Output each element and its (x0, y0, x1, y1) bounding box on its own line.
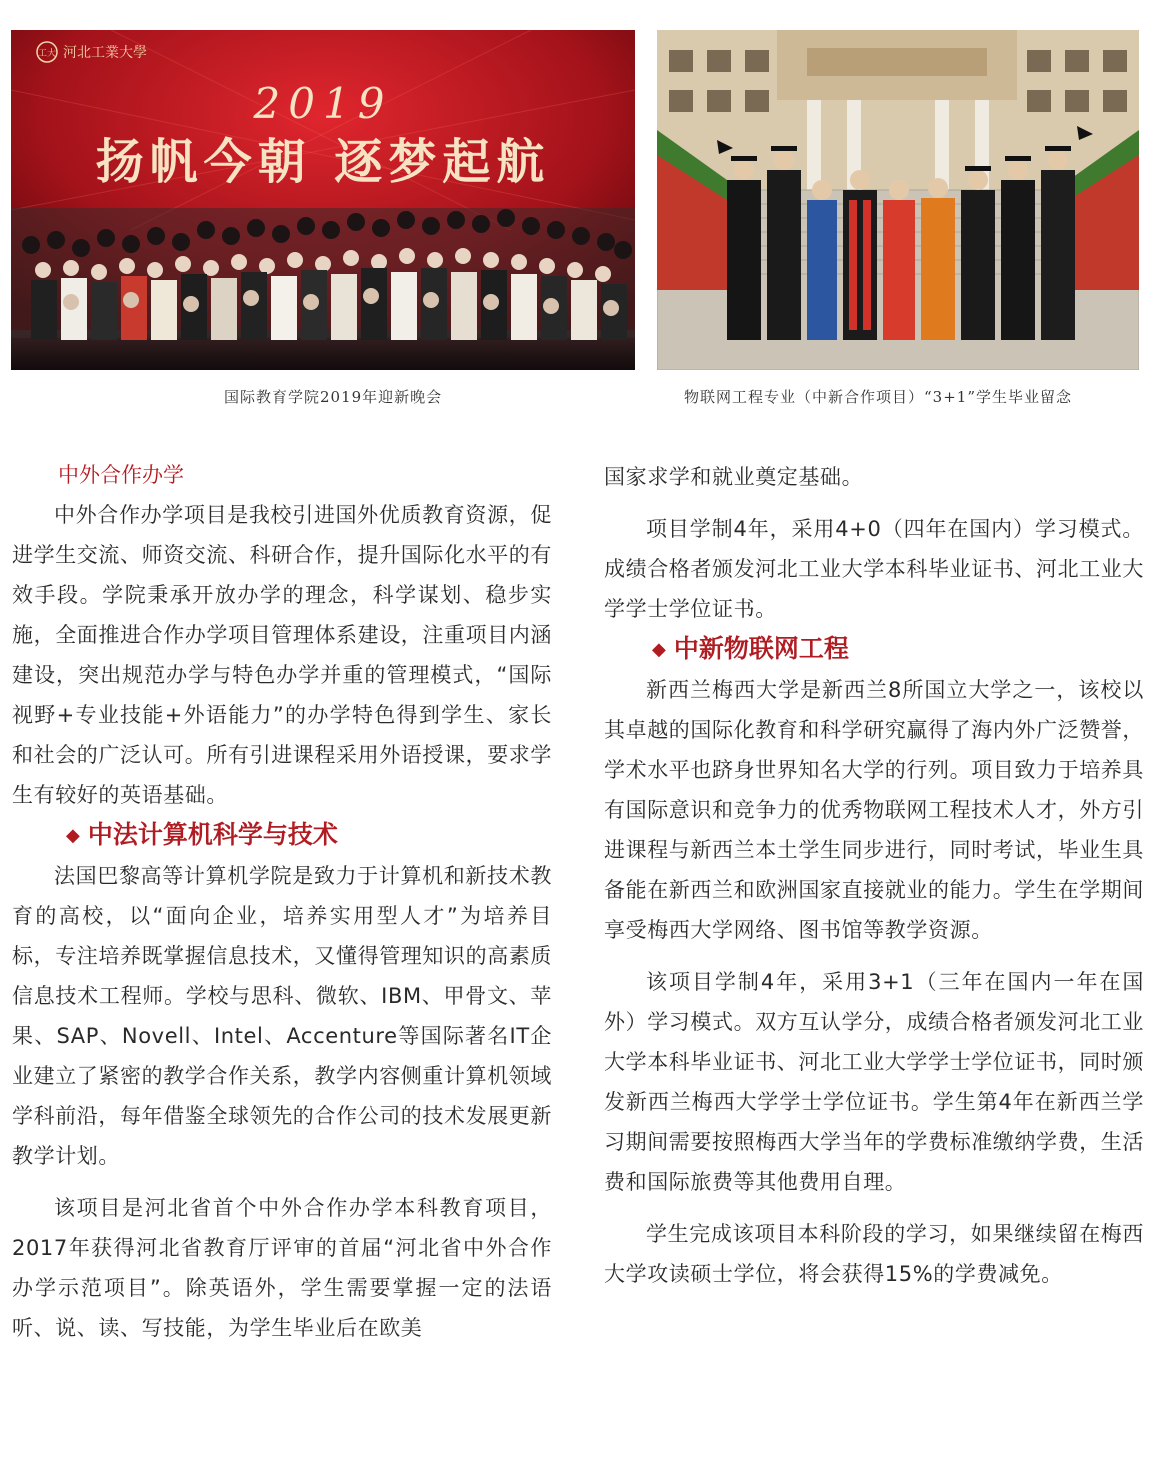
france-paragraph-2: 该项目是河北省首个中外合作办学本科教育项目，2017年获得河北省教育厅评审的首届“河北省中外合作办学示范项目”。除英语外，学生需要掌握一定的法语听、说、读、写技能，为学生毕业后在欧美 (12, 1196, 552, 1340)
subsection-title-france (12, 815, 552, 856)
banner-slogan: 扬帆今朝 逐梦起航 (95, 134, 551, 190)
banner-year: 2019 (253, 79, 393, 128)
school-logo (37, 42, 147, 62)
subsection-title-newzealand (604, 629, 1144, 670)
diamond-bullet-icon: ◆ (66, 825, 80, 846)
right-column (604, 457, 1144, 1294)
france-paragraph-3: 项目学制4年，采用4+0（四年在国内）学习模式。成绩合格者颁发河北工业大学本科毕业证书、河北工业大学学士学位证书。 (604, 517, 1144, 621)
gala-photo (11, 30, 635, 370)
intro-paragraph: 中外合作办学项目是我校引进国外优质教育资源，促进学生交流、师资交流、科研合作，提升国际化水平的有效手段。学院秉承开放办学的理念，科学谋划、稳步实施，全面推进合作办学项目管理体系建设，注重项目内涵建设，突出规范办学与特色办学并重的管理模式，“国际视野+专业技能+外语能力”的办学特色得到学生、家长和社会的广泛认可。所有引进课程采用外语授课，要求学生有较好的英语基础。 (12, 503, 552, 807)
france-paragraph-1: 法国巴黎高等计算机学院是致力于计算机和新技术教育的高校，以“面向企业，培养实用型人才”为培养目标，专注培养既掌握信息技术，又懂得管理知识的高素质信息技术工程师。学校与思科、微软、IBM、甲骨文、苹果、SAP、Novell、Intel、Accenture等国际著名IT企业建立了紧密的教学合作关系，教学内容侧重计算机领域学科前沿，每年借鉴全球领先的合作公司的技术发展更新教学计划。 (12, 864, 552, 1168)
section-title: 中外合作办学 (58, 463, 184, 487)
left-column (12, 457, 552, 1348)
diamond-bullet-icon: ◆ (652, 639, 666, 660)
subsection-title-newzealand-text: 中新物联网工程 (673, 634, 849, 663)
newzealand-paragraph-1: 新西兰梅西大学是新西兰8所国立大学之一，该校以其卓越的国际化教育和科学研究赢得了海内外广泛赞誉，学术水平也跻身世界知名大学的行列。项目致力于培养具有国际意识和竞争力的优秀物联网工程技术人才，外方引进课程与新西兰本土学生同步进行，同时考试，毕业生具备能在新西兰和欧洲国家直接就业的能力。学生在学期间享受梅西大学网络、图书馆等教学资源。 (604, 678, 1144, 942)
subsection-title-france-text: 中法计算机科学与技术 (87, 820, 338, 849)
graduation-photo (657, 30, 1139, 370)
france-paragraph-2-continued: 国家求学和就业奠定基础。 (604, 465, 864, 489)
graduation-photo-caption: 物联网工程专业（中新合作项目）“3+1”学生毕业留念 (684, 388, 1072, 406)
gala-photo-caption: 国际教育学院2019年迎新晚会 (224, 388, 443, 406)
newzealand-paragraph-3: 学生完成该项目本科阶段的学习，如果继续留在梅西大学攻读硕士学位，将会获得15%的学费减免。 (604, 1222, 1144, 1286)
svg-text:工大: 工大 (37, 49, 57, 59)
banner-logo-text: 河北工業大學 (63, 45, 147, 61)
newzealand-paragraph-2: 该项目学制4年，采用3+1（三年在国内一年在国外）学习模式。双方互认学分，成绩合格者颁发河北工业大学本科毕业证书、河北工业大学学士学位证书，同时颁发新西兰梅西大学学士学位证书。学生第4年在新西兰学习期间需要按照梅西大学当年的学费标准缴纳学费，生活费和国际旅费等其他费用自理。 (604, 970, 1144, 1194)
